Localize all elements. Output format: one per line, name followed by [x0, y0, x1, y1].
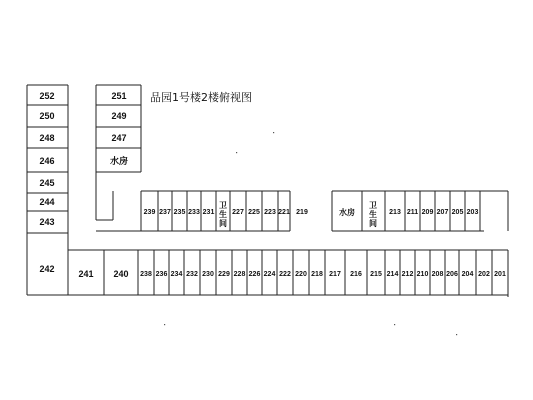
room-label: 205: [451, 209, 464, 216]
room-label: 241: [78, 269, 94, 279]
room-label: 209: [421, 209, 434, 216]
room-label: 244: [39, 197, 55, 207]
room-label: 238: [140, 271, 152, 278]
room-label: 242: [39, 264, 55, 274]
room-label: 224: [263, 271, 276, 278]
room-label: 211: [406, 209, 419, 216]
room-label: 236: [155, 271, 168, 278]
room-label: 217: [329, 271, 341, 278]
room-label: 213: [389, 209, 401, 216]
room-label: 201: [494, 271, 506, 278]
room-label: 229: [218, 271, 230, 278]
room-label: 216: [350, 271, 362, 278]
room-label: 233: [188, 209, 200, 216]
room-label: 239: [143, 209, 156, 216]
room-label: 249: [111, 111, 127, 121]
room-label: 231: [202, 209, 215, 216]
room-label: 222: [279, 271, 291, 278]
room-label: 210: [416, 271, 429, 278]
room-label: 237: [159, 209, 171, 216]
room-label: 208: [431, 271, 444, 278]
room-label: 215: [370, 271, 382, 278]
room-label: 207: [436, 209, 449, 216]
room-label: 240: [113, 269, 129, 279]
left-inner-column: [96, 85, 141, 220]
room-labels: [39, 91, 505, 279]
room-label: 243: [39, 217, 55, 227]
room-label: 246: [39, 156, 55, 166]
room-label: 227: [232, 209, 244, 216]
room-label: 232: [186, 271, 198, 278]
room-label: 235: [173, 209, 186, 216]
room-label: 214: [386, 271, 399, 278]
room-label: 203: [466, 209, 479, 216]
room-label: 252: [39, 91, 55, 101]
room-label: 202: [478, 271, 490, 278]
room-label: 204: [461, 271, 474, 278]
room-label: 223: [264, 209, 276, 216]
scan-specks: [164, 132, 457, 335]
room-label: 219: [296, 209, 308, 216]
room-label: 247: [111, 133, 127, 143]
room-label: 251: [111, 91, 127, 101]
room-label: 228: [233, 271, 246, 278]
room-label: 水房: [109, 156, 129, 166]
room-label: 220: [295, 271, 307, 278]
room-label: 水房: [339, 208, 355, 217]
room-label: 230: [202, 271, 214, 278]
room-label: 218: [311, 271, 323, 278]
room-label: 245: [39, 178, 55, 188]
room-label: 卫生间: [219, 201, 227, 228]
room-label: 225: [248, 209, 260, 216]
room-label: 206: [446, 271, 458, 278]
room-label: 250: [39, 111, 55, 121]
room-label: 卫生间: [369, 201, 377, 228]
room-label: 234: [170, 271, 183, 278]
room-label: 221: [278, 209, 290, 216]
room-label: 248: [39, 133, 55, 143]
page-title: 品园1号楼2楼俯视图: [150, 91, 252, 104]
room-label: 226: [248, 271, 261, 278]
room-label: 212: [401, 271, 414, 278]
